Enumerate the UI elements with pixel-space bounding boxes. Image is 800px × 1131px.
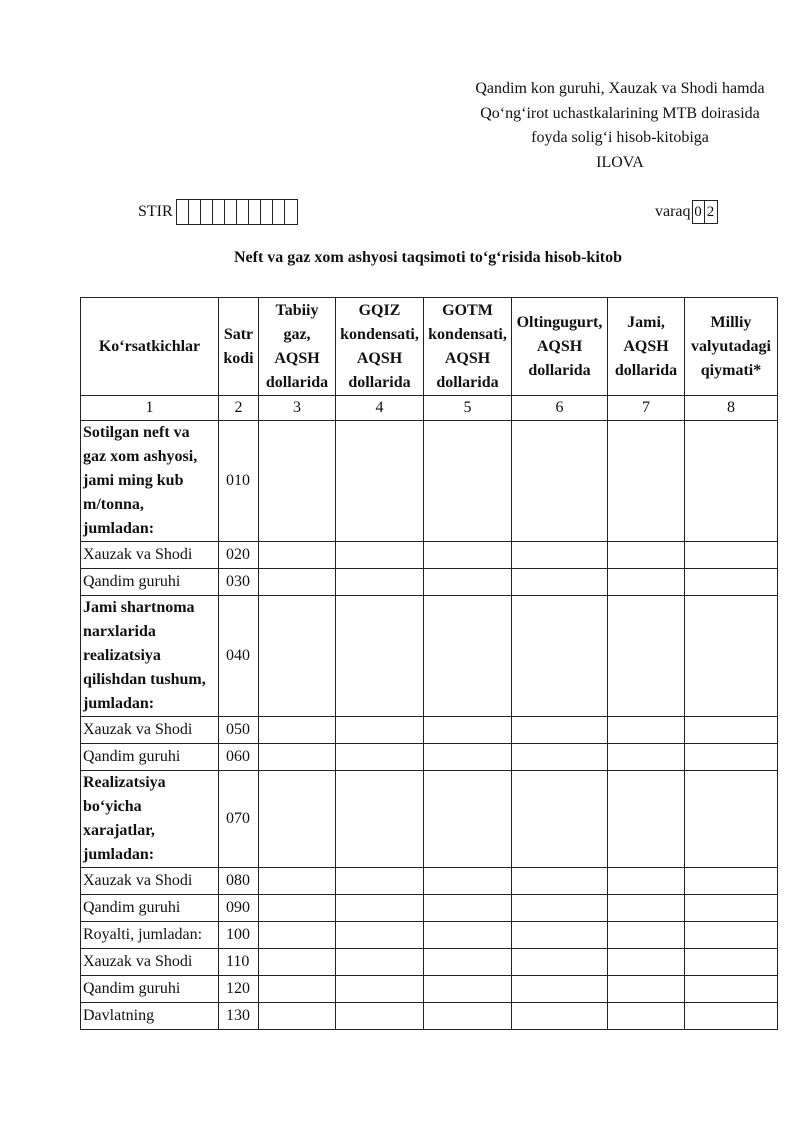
value-cell[interactable]: [259, 771, 336, 868]
value-cell[interactable]: [259, 949, 336, 976]
value-cell[interactable]: [424, 717, 512, 744]
value-cell[interactable]: [512, 771, 608, 868]
row-code: 120: [219, 976, 259, 1003]
value-cell[interactable]: [336, 421, 424, 542]
value-cell[interactable]: [608, 922, 685, 949]
page-number-digit: 2: [706, 204, 715, 220]
value-cell[interactable]: [336, 895, 424, 922]
indicator-label: Realizatsiya bo‘yicha xarajatlar, jumladan:: [81, 771, 219, 868]
row-code: 080: [219, 868, 259, 895]
table-row: [81, 895, 778, 922]
row-code: 060: [219, 744, 259, 771]
stir-digit-box[interactable]: [189, 200, 201, 224]
value-cell[interactable]: [259, 542, 336, 569]
stir-digit-box[interactable]: [201, 200, 213, 224]
value-cell[interactable]: [336, 542, 424, 569]
column-number: 3: [259, 396, 336, 421]
value-cell[interactable]: [336, 717, 424, 744]
value-cell[interactable]: [512, 1003, 608, 1030]
value-cell[interactable]: [259, 895, 336, 922]
column-header: GQIZ kondensati, AQSH dollarida: [336, 298, 424, 396]
value-cell[interactable]: [259, 976, 336, 1003]
value-cell[interactable]: [259, 922, 336, 949]
value-cell[interactable]: [685, 895, 778, 922]
table-row: [81, 569, 778, 596]
value-cell[interactable]: [685, 868, 778, 895]
column-header: Jami, AQSH dollarida: [608, 298, 685, 396]
value-cell[interactable]: [336, 1003, 424, 1030]
value-cell[interactable]: [424, 949, 512, 976]
column-header: Ko‘rsatkichlar: [81, 298, 219, 396]
column-number: 2: [219, 396, 259, 421]
column-number: 8: [685, 396, 778, 421]
value-cell[interactable]: [608, 717, 685, 744]
value-cell[interactable]: [424, 895, 512, 922]
indicator-label: Qandim guruhi: [81, 569, 219, 596]
value-cell[interactable]: [259, 717, 336, 744]
value-cell[interactable]: [512, 744, 608, 771]
value-cell[interactable]: [512, 596, 608, 717]
annex-header-line: Qandim kon guruhi, Xauzak va Shodi hamda: [475, 80, 765, 97]
value-cell[interactable]: [424, 1003, 512, 1030]
document-title: Neft va gaz xom ashyosi taqsimoti to‘g‘risida hisob-kitob: [233, 249, 622, 266]
value-cell[interactable]: [424, 542, 512, 569]
value-cell[interactable]: [608, 771, 685, 868]
value-cell[interactable]: [512, 922, 608, 949]
row-code: 110: [219, 949, 259, 976]
indicator-label: Sotilgan neft va gaz xom ashyosi, jami ming kub m/tonna, jumladan:: [81, 421, 219, 542]
value-cell[interactable]: [259, 868, 336, 895]
value-cell[interactable]: [608, 569, 685, 596]
value-cell[interactable]: [685, 771, 778, 868]
value-cell[interactable]: [685, 596, 778, 717]
row-code: 010: [219, 421, 259, 542]
value-cell[interactable]: [685, 922, 778, 949]
stir-digit-box[interactable]: [237, 200, 249, 224]
column-header: GOTM kondensati, AQSH dollarida: [424, 298, 512, 396]
indicator-label: Xauzak va Shodi: [81, 542, 219, 569]
indicator-label: Xauzak va Shodi: [81, 717, 219, 744]
value-cell[interactable]: [336, 949, 424, 976]
value-cell[interactable]: [424, 596, 512, 717]
indicator-label: Qandim guruhi: [81, 895, 219, 922]
value-cell[interactable]: [259, 744, 336, 771]
row-code: 050: [219, 717, 259, 744]
value-cell[interactable]: [685, 542, 778, 569]
column-header: Oltingugurt, AQSH dollarida: [512, 298, 608, 396]
table-row: [81, 744, 778, 771]
table-header-row: [81, 298, 778, 396]
value-cell[interactable]: [685, 569, 778, 596]
page-number-boxes: [692, 200, 718, 224]
value-cell[interactable]: [336, 868, 424, 895]
column-number: 4: [336, 396, 424, 421]
row-code: 030: [219, 569, 259, 596]
annex-header-line: foyda solig‘i hisob-kitobiga: [531, 129, 709, 146]
indicator-label: Davlatning: [81, 1003, 219, 1030]
stir-digit-box[interactable]: [273, 200, 285, 224]
stir-digit-box[interactable]: [285, 200, 297, 224]
table-row: [81, 922, 778, 949]
value-cell[interactable]: [424, 744, 512, 771]
value-cell[interactable]: [685, 717, 778, 744]
indicator-label: Xauzak va Shodi: [81, 949, 219, 976]
indicator-label: Qandim guruhi: [81, 744, 219, 771]
annex-header: [455, 77, 785, 175]
value-cell[interactable]: [608, 744, 685, 771]
value-cell[interactable]: [512, 421, 608, 542]
column-number: 1: [81, 396, 219, 421]
stir-digit-box[interactable]: [225, 200, 237, 224]
value-cell[interactable]: [259, 1003, 336, 1030]
column-number: 5: [424, 396, 512, 421]
value-cell[interactable]: [685, 421, 778, 542]
annex-header-line: Qo‘ng‘irot uchastkalarining MTB doirasida: [480, 104, 760, 122]
value-cell[interactable]: [512, 895, 608, 922]
value-cell[interactable]: [424, 868, 512, 895]
column-header: Tabiiy gaz, AQSH dollarida: [259, 298, 336, 396]
stir-input-boxes[interactable]: [176, 199, 298, 225]
indicator-label: Qandim guruhi: [81, 976, 219, 1003]
value-cell[interactable]: [512, 569, 608, 596]
stir-digit-box[interactable]: [249, 200, 261, 224]
indicator-label: Jami shartnoma narxlarida realizatsiya qilishdan tushum, jumladan:: [81, 596, 219, 717]
row-code: 070: [219, 771, 259, 868]
value-cell[interactable]: [424, 421, 512, 542]
table-row: [81, 949, 778, 976]
page-number-digit: 0: [693, 201, 705, 223]
stir-digit-box[interactable]: [177, 200, 189, 224]
value-cell[interactable]: [608, 895, 685, 922]
value-cell[interactable]: [685, 976, 778, 1003]
table-row: [81, 771, 778, 868]
value-cell[interactable]: [336, 569, 424, 596]
stir-field: [138, 198, 298, 226]
value-cell[interactable]: [608, 421, 685, 542]
value-cell[interactable]: [336, 596, 424, 717]
value-cell[interactable]: [512, 717, 608, 744]
page-number-field: [655, 198, 718, 226]
value-cell[interactable]: [259, 596, 336, 717]
value-cell[interactable]: [608, 868, 685, 895]
value-cell[interactable]: [512, 868, 608, 895]
value-cell[interactable]: [424, 922, 512, 949]
table-row: [81, 596, 778, 717]
value-cell[interactable]: [259, 569, 336, 596]
row-code: 130: [219, 1003, 259, 1030]
row-code: 090: [219, 895, 259, 922]
value-cell[interactable]: [685, 744, 778, 771]
table-row: [81, 542, 778, 569]
value-cell[interactable]: [259, 421, 336, 542]
indicator-label: Xauzak va Shodi: [81, 868, 219, 895]
annex-header-line: ILOVA: [596, 153, 644, 171]
column-number-row: [81, 396, 778, 421]
value-cell[interactable]: [336, 922, 424, 949]
row-code: 100: [219, 922, 259, 949]
table-row: [81, 976, 778, 1003]
table-row: [81, 868, 778, 895]
table-row: [81, 717, 778, 744]
column-number: 6: [512, 396, 608, 421]
value-cell[interactable]: [512, 542, 608, 569]
stir-label: STIR: [138, 203, 173, 220]
varaq-label: varaq: [655, 203, 691, 220]
row-code: 040: [219, 596, 259, 717]
value-cell[interactable]: [424, 976, 512, 1003]
value-cell[interactable]: [424, 771, 512, 868]
value-cell[interactable]: [685, 1003, 778, 1030]
value-cell[interactable]: [336, 976, 424, 1003]
value-cell[interactable]: [424, 569, 512, 596]
value-cell[interactable]: [608, 976, 685, 1003]
table-row: [81, 1003, 778, 1030]
stir-digit-box[interactable]: [213, 200, 225, 224]
value-cell[interactable]: [336, 771, 424, 868]
row-code: 020: [219, 542, 259, 569]
column-number: 7: [608, 396, 685, 421]
value-cell[interactable]: [512, 949, 608, 976]
value-cell[interactable]: [336, 744, 424, 771]
value-cell[interactable]: [608, 949, 685, 976]
value-cell[interactable]: [512, 976, 608, 1003]
column-header: Satr kodi: [219, 298, 259, 396]
value-cell[interactable]: [608, 1003, 685, 1030]
indicator-label: Royalti, jumladan:: [81, 922, 219, 949]
value-cell[interactable]: [608, 542, 685, 569]
value-cell[interactable]: [608, 596, 685, 717]
distribution-table: [80, 297, 778, 1030]
table-row: [81, 421, 778, 542]
column-header: Milliy valyutadagi qiymati*: [685, 298, 778, 396]
value-cell[interactable]: [685, 949, 778, 976]
stir-digit-box[interactable]: [261, 200, 273, 224]
